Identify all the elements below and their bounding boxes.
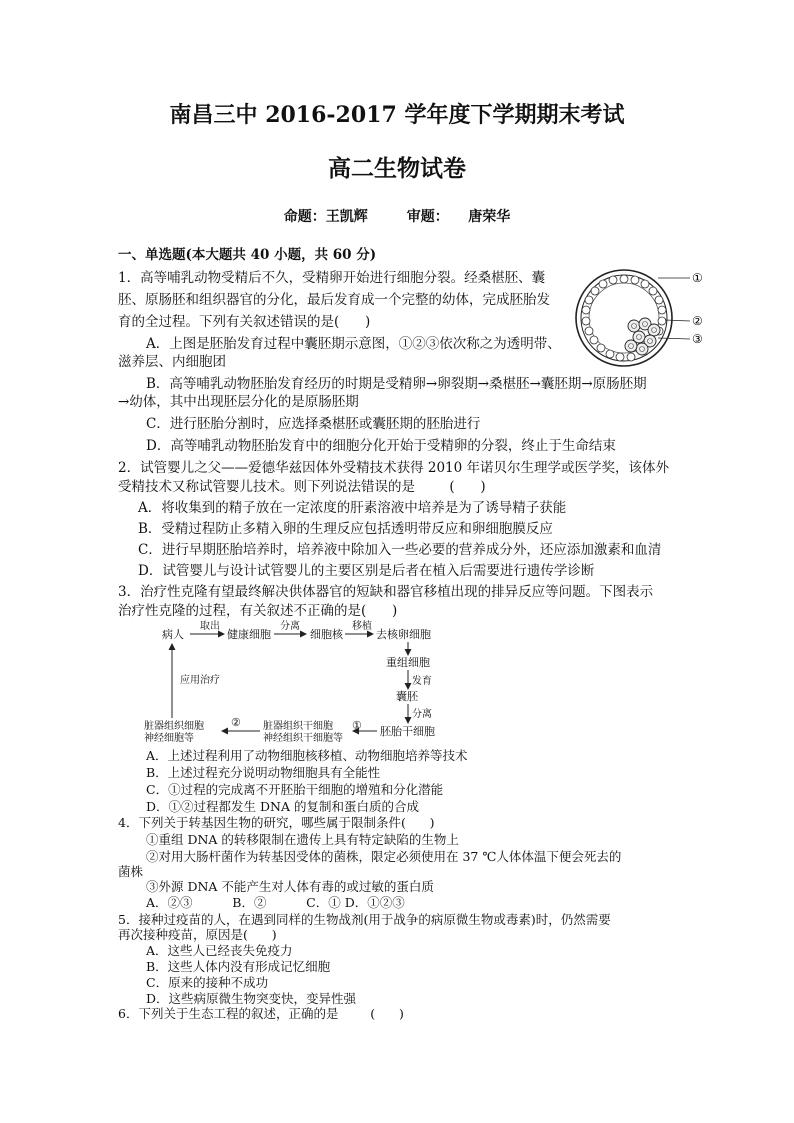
author-line: 命题：王凯辉 审题： 唐荣华 bbox=[283, 209, 511, 225]
blastocyst-figure bbox=[572, 262, 712, 374]
exam-subtitle: 高二生物试卷 bbox=[328, 155, 466, 182]
q3-option-c: C．①过程的完成离不开胚胎干细胞的增殖和分化潜能 bbox=[146, 782, 444, 797]
q1-option-a-1: A．上图是胚胎发育过程中囊胚期示意图，①②③依次称之为透明带、 bbox=[146, 336, 561, 352]
q4-item-3: ③外源 DNA 不能产生对人体有毒的或过敏的蛋白质 bbox=[146, 879, 434, 894]
q4-item-2-line-2: 菌株 bbox=[118, 864, 144, 879]
flow-step-2: ② bbox=[231, 716, 241, 729]
q1-option-d: D．高等哺乳动物胚胎发育中的细胞分化开始于受精卵的分裂，终止于生命结束 bbox=[146, 438, 616, 454]
q3-line-2: 治疗性克隆的过程，有关叙述不正确的是( ) bbox=[118, 603, 398, 619]
q5-option-c: C．原来的接种不成功 bbox=[146, 975, 269, 990]
q3-option-d: D．①②过程都发生 DNA 的复制和蛋白质的合成 bbox=[146, 799, 419, 814]
flow-take: 取出 bbox=[200, 621, 220, 632]
cloning-flow-diagram bbox=[140, 618, 480, 748]
flow-step-1: ① bbox=[352, 719, 362, 732]
q5-line-1: 5．接种过疫苗的人，在遇到同样的生物战剂(用于战争的病原微生物或毒素)时，仍然需要 bbox=[118, 912, 611, 927]
flow-stem-cell-line-2: 神经组织干细胞等 bbox=[263, 733, 343, 744]
flow-stem-cell-line-1: 脏器组织干细胞 bbox=[263, 721, 333, 732]
q2-line-1: 2．试管婴儿之父——爱德华兹因体外受精技术获得 2010 年诺贝尔生理学或医学奖，该体外 bbox=[118, 460, 670, 476]
q5-option-b: B．这些人体内没有形成记忆细胞 bbox=[146, 959, 331, 974]
flow-patient: 病人 bbox=[162, 628, 184, 641]
q1-option-a-2: 滋养层、内细胞团 bbox=[118, 354, 226, 370]
flow-nucleus: 细胞核 bbox=[310, 628, 343, 641]
q1-option-b-2: →幼体，其中出现胚层分化的是原肠胚期 bbox=[118, 394, 359, 410]
fig-label-2: ② bbox=[692, 314, 703, 328]
q4-line-1: 4．下列关于转基因生物的研究，哪些属于限制条件( ) bbox=[118, 815, 435, 830]
flow-embryonic-stem-cell: 胚胎干细胞 bbox=[380, 725, 435, 738]
q4-options: A．②③ B．② C．① D．①②③ bbox=[146, 895, 405, 910]
flow-organ-cell-line-2: 神经细胞等 bbox=[144, 733, 194, 744]
flow-separate-2: 分离 bbox=[412, 709, 432, 720]
q1-option-b-1: B．高等哺乳动物胚胎发育经历的时期是受精卵→卵裂期→桑椹胚→囊胚期→原肠胚期 bbox=[146, 376, 647, 392]
q2-line-2: 受精技术又称试管婴儿技术。则下列说法错误的是 ( ) bbox=[118, 479, 486, 495]
flow-transplant: 移植 bbox=[352, 621, 372, 632]
q2-option-a: A．将收集到的精子放在一定浓度的肝素溶液中培养是为了诱导精子获能 bbox=[138, 500, 567, 516]
q2-option-d: D．试管婴儿与设计试管婴儿的主要区别是后者在植入后需要进行遗传学诊断 bbox=[138, 563, 595, 579]
q5-option-d: D．这些病原微生物突变快，变异性强 bbox=[146, 991, 357, 1006]
q1-line-2: 胚、原肠胚和组织器官的分化，最后发育成一个完整的幼体，完成胚胎发 bbox=[118, 292, 550, 308]
q2-option-c: C．进行早期胚胎培养时，培养液中除加入一些必要的营养成分外，还应添加激素和血清 bbox=[138, 542, 662, 558]
q3-option-a: A．上述过程利用了动物细胞核移植、动物细胞培养等技术 bbox=[146, 748, 468, 763]
q1-line-1: 1．高等哺乳动物受精后不久，受精卵开始进行细胞分裂。经桑椹胚、囊 bbox=[118, 270, 546, 286]
q1-option-c: C．进行胚胎分割时，应选择桑椹胚或囊胚期的胚胎进行 bbox=[146, 416, 481, 432]
q3-option-b: B．上述过程充分说明动物细胞具有全能性 bbox=[146, 765, 381, 780]
flow-therapy: 应用治疗 bbox=[180, 675, 220, 686]
exam-title: 南昌三中 2016-2017 学年度下学期期末考试 bbox=[169, 102, 625, 128]
flow-enucleated-egg: 去核卵细胞 bbox=[376, 628, 431, 641]
q2-option-b: B．受精过程防止多精入卵的生理反应包括透明带反应和卵细胞膜反应 bbox=[138, 521, 553, 537]
flow-recombined-cell: 重组细胞 bbox=[386, 656, 430, 669]
section-heading: 一、单选题(本大题共 40 小题，共 60 分) bbox=[118, 247, 377, 263]
q6-line-1: 6．下列关于生态工程的叙述，正确的是 ( ) bbox=[118, 1006, 404, 1021]
flow-organ-cell-line-1: 脏器组织细胞 bbox=[144, 721, 204, 732]
flow-develop: 发育 bbox=[412, 676, 432, 687]
q5-option-a: A．这些人已经丧失免疫力 bbox=[146, 943, 293, 958]
flow-healthy-cell: 健康细胞 bbox=[227, 628, 271, 641]
flow-blastocyst: 囊胚 bbox=[396, 690, 418, 703]
flow-separate-1: 分离 bbox=[280, 621, 300, 632]
q4-item-2-line-1: ②对用大肠杆菌作为转基因受体的菌株，限定必须使用在 37 ℃人体体温下便会死去的 bbox=[146, 849, 622, 864]
fig-label-3: ③ bbox=[692, 332, 703, 346]
q1-line-3: 育的全过程。下列有关叙述错误的是( ) bbox=[118, 314, 371, 330]
q5-line-2: 再次接种疫苗，原因是( ) bbox=[118, 927, 277, 942]
q4-item-1: ①重组 DNA 的转移限制在遗传上具有特定缺陷的生物上 bbox=[146, 832, 459, 847]
fig-label-1: ① bbox=[692, 271, 703, 285]
q3-line-1: 3．治疗性克隆有望最终解决供体器官的短缺和器官移植出现的排异反应等问题。下图表示 bbox=[118, 584, 654, 600]
